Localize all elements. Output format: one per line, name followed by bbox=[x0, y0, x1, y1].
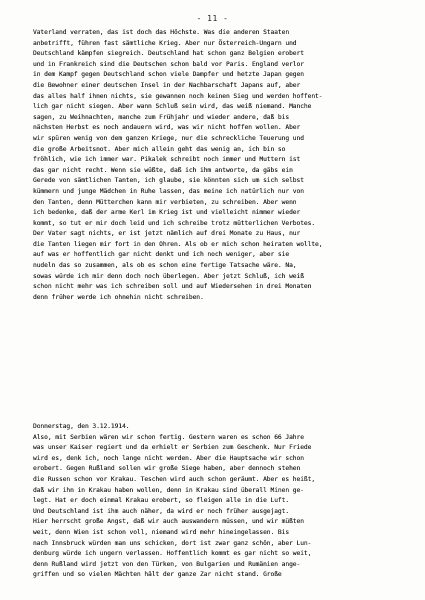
text-line: auf was er hoffentlich gar nicht denkt und ich noch weniger, aber sie bbox=[33, 251, 290, 259]
text-line: daß wir ihn in Krakau haben wollen, denn in Krakau sind überall Minen ge- bbox=[33, 486, 304, 494]
text-line: was unser Kaiser regiert und da erhielt er Serbien zum Geschenk. Nur Friede bbox=[33, 444, 312, 452]
text-line: die Bewohner einer deutschen Insel in der Nachbarschaft Japans auf, aber bbox=[33, 81, 301, 89]
text-line: nach Innsbruck würden man uns schicken, dort ist zwar ganz schön, aber Lun- bbox=[33, 539, 312, 547]
text-line: Gerede von sämtlichen Tanten, ich glaube, sie könnten sich um sich selbst bbox=[33, 177, 304, 185]
text-line: sowas würde ich mir denn doch noch überlegen. Aber jetzt Schluß, ich weiß bbox=[33, 272, 304, 280]
diary-paragraph-2 bbox=[33, 422, 403, 581]
text-line: und in Frankreich sind die Deutschen schon bald vor Paris. England verlor bbox=[33, 60, 304, 68]
text-line: kümmern und junge Mädchen in Ruhe lassen, das meine ich natürlich nur von bbox=[33, 187, 304, 195]
text-line: Hier herrscht große Angst, daß wir auch auswandern müssen, und wir müßten bbox=[33, 518, 304, 526]
diary-paragraph-1 bbox=[33, 28, 403, 303]
text-line: das gar nicht recht. Wenn sie wüßte, daß ich ihm antworte, da gäbs ein bbox=[33, 166, 293, 174]
text-line: nudeln das so zusammen, als ob es schon eine fertige Tatsache wäre. Na, bbox=[33, 262, 297, 270]
text-line: wird es, denk ich, noch lange nicht werden. Aber die Hauptsache wir schon bbox=[33, 454, 304, 462]
text-line: legt. Hat er doch einmal Krakau erobert, so fleigen alle in die Luft. bbox=[33, 497, 290, 505]
diary-entry-date: Donnerstag, den 3.12.1914. bbox=[33, 423, 130, 430]
text-line: in dem Kampf gegen Deutschland schon viele Dampfer und hetzte Japan gegen bbox=[33, 71, 304, 79]
text-line: das alles half ihnen nichts, sie gewannen noch keinen Sieg und werden hoffent- bbox=[33, 92, 323, 100]
text-line: denn früher werde ich ohnehin nicht schreiben. bbox=[33, 293, 204, 301]
text-line: die Tanten liegen mir fort in den Ohren. Als ob er mich schon heiraten wollte, bbox=[33, 240, 323, 248]
text-line: wir spüren wenig von dem ganzen Kriege, nur die schreckliche Teuerung und bbox=[33, 134, 304, 142]
text-line: sagen, zu Weihnachten, manche zum Frühjahr und wieder andere, daß bis bbox=[33, 113, 290, 121]
text-line: denburg würde ich ungern verlassen. Hoffentlich kommt es gar nicht so weit, bbox=[33, 550, 312, 558]
text-line: erobert. Gegen Rußland sollen wir große Siege haben, aber dennoch stehen bbox=[33, 465, 301, 473]
text-line: weit, denn Wien ist schon voll, niemand wird mehr hineingelassen. Bis bbox=[33, 528, 290, 536]
text-line: die große Arbeitsnot. Aber mich allein geht das wenig an, ich bin so bbox=[33, 145, 286, 153]
text-line: anbetrifft, führen fast sämtliche Krieg. Aber nur Österreich-Ungarn und bbox=[33, 39, 297, 47]
text-line: Und Deutschland ist ihm auch näher, da wird er noch früher ausgejagt. bbox=[33, 507, 290, 515]
text-line: griffen und so vielen Mächten hält der ganze Zar nicht stand. Große bbox=[33, 571, 282, 579]
text-line: den Tanten, denn Mütterchen kann mir verbieten, zu schreiben. Aber wenn bbox=[33, 198, 297, 206]
text-line: Also, mit Serbien wären wir schon fertig. Gestern waren es schon 66 Jahre bbox=[33, 433, 304, 441]
text-line: schon nicht mehr was ich schreiben soll und auf Wiedersehen in drei Monaten bbox=[33, 283, 312, 291]
text-line: Deutschland kämpfen siegreich. Deutschland hat schon ganz Belgien erobert bbox=[33, 50, 304, 58]
text-line: fröhlich, wie ich immer war. Pikalek schreibt noch immer und Muttern ist bbox=[33, 156, 301, 164]
text-line: kommt, so tut er mir doch leid und ich schreibe trotz mütterlichen Verbotes. bbox=[33, 219, 316, 227]
text-line: Vaterland verraten, das ist doch das Höchste. Was die anderen Staaten bbox=[33, 29, 290, 36]
page-number: - 11 - bbox=[196, 14, 229, 23]
text-line: die Russen schon vor Krakau. Teschen wird auch schon geräumt. Aber es heißt, bbox=[33, 475, 316, 483]
text-line: lich gar nicht siegen. Aber wann Schluß sein wird, das weiß niemand. Manche bbox=[33, 103, 312, 111]
text-line: denn Rußland wird jetzt von den Türken, von Bulgarien und Rumänien ange- bbox=[33, 560, 301, 568]
text-line: nächsten Herbst es noch andauern wird, was wir nicht hoffen wollen. Aber bbox=[33, 124, 301, 132]
text-line: Der Vater sagt nichts, er ist jetzt nämlich auf drei Monate zu Haus, nur bbox=[33, 230, 301, 238]
text-line: ich bedenke, daß der arme Kerl im Krieg ist und vielleicht nimmer wieder bbox=[33, 209, 301, 217]
